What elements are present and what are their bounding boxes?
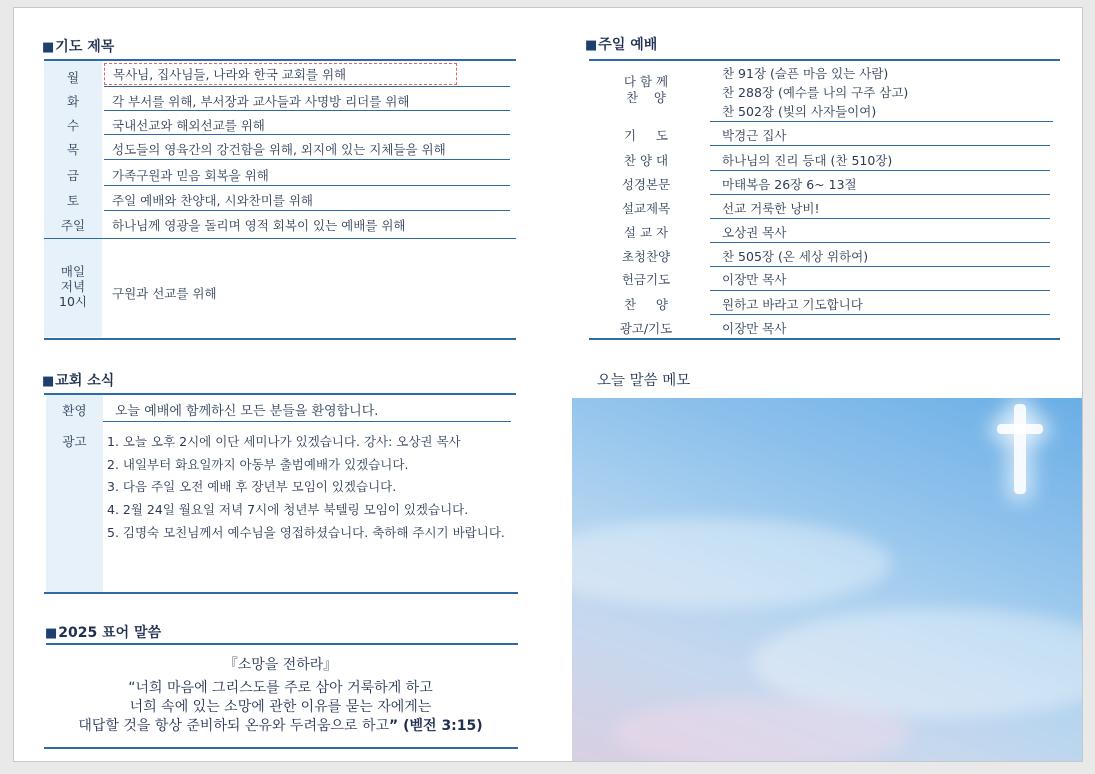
welcome-label: 환영 — [62, 403, 87, 418]
prayer-section-title — [42, 36, 114, 56]
prayer-item-mon[interactable]: 목사님, 집사님들, 나라와 한국 교회를 위해 — [104, 63, 457, 85]
service-label-preacher: 설 교 자 — [623, 225, 669, 240]
service-label-announce: 광고/기도 — [619, 321, 673, 336]
service-label-praise: 찬 양 — [623, 297, 669, 312]
praise-song: 찬 288장 (예수를 나의 구주 삼고) — [722, 85, 909, 100]
prayer-item-fri: 가족구원과 믿음 회복을 위해 — [112, 168, 269, 183]
cross-icon — [1014, 404, 1026, 494]
service-label-offering: 헌금기도 — [621, 272, 671, 287]
prayer-item-wed: 국내선교와 해외선교를 위해 — [112, 118, 265, 133]
praise-label-line: 다 함 께 — [623, 74, 669, 89]
praise-label-line: 찬 양 — [625, 90, 667, 105]
day-label-mon: 월 — [66, 70, 80, 85]
service-label-invitation: 초청찬양 — [621, 249, 671, 264]
row-divider — [710, 290, 1050, 291]
service-value-choir: 하나님의 진리 등대 (찬 510장) — [722, 153, 893, 168]
cloud — [612, 698, 912, 761]
service-value-offering: 이장만 목사 — [722, 272, 787, 287]
day-label-sat: 토 — [66, 193, 80, 208]
daily-label — [44, 264, 102, 309]
row-divider — [44, 238, 516, 239]
announcement-label: 광고 — [62, 434, 87, 449]
day-label-fri: 금 — [66, 168, 80, 183]
verse-title-text: 2025 표어 말씀 — [58, 625, 162, 641]
service-value-invitation: 찬 505장 (온 세상 위하여) — [722, 249, 869, 264]
day-label-wed: 수 — [66, 118, 80, 133]
day-label-sun: 주일 — [60, 218, 86, 233]
prayer-item-sun: 하나님께 영광을 돌리며 영적 회복이 있는 예배를 위해 — [112, 218, 406, 233]
row-divider — [103, 421, 511, 422]
service-value-sermon-title: 선교 거룩한 낭비! — [722, 201, 820, 216]
divider — [44, 393, 516, 395]
divider — [589, 59, 1060, 61]
row-divider — [710, 314, 1050, 315]
prayer-item-sat: 주일 예배와 찬양대, 시와찬미를 위해 — [112, 193, 313, 208]
row-divider — [104, 110, 510, 111]
praise-song: 찬 91장 (슬픈 마음 있는 사람) — [722, 66, 889, 81]
prayer-title-text: 기도 제목 — [55, 39, 115, 55]
row-divider — [104, 86, 510, 87]
daily-label-line: 10시 — [59, 294, 87, 309]
service-title-text: 주일 예배 — [598, 37, 658, 53]
welcome-text: 오늘 예배에 함께하신 모든 분들을 환영합니다. — [115, 404, 379, 419]
row-divider — [104, 185, 510, 186]
prayer-item-thu: 성도들의 영육간의 강건함을 위해, 외지에 있는 지체들을 위해 — [112, 142, 446, 157]
daily-label-line: 저녁 — [60, 279, 86, 294]
prayer-item-tue: 각 부서를 위해, 부서장과 교사들과 사명방 리더를 위해 — [112, 94, 410, 109]
praise-songs — [722, 64, 908, 121]
verse-line: 너희 속에 있는 소망에 관한 이유를 묻는 자에게는 — [129, 699, 432, 715]
square-bullet-icon: ■ — [42, 374, 55, 389]
service-label-choir: 찬 양 대 — [623, 153, 669, 168]
announcement-item: 2. 내일부터 화요일까지 아동부 출범예배가 있겠습니다. — [107, 457, 409, 472]
service-label-prayer: 기 도 — [623, 128, 669, 143]
news-section-title — [42, 370, 114, 390]
service-section-title — [585, 34, 657, 54]
service-value-preacher: 오상권 목사 — [722, 225, 787, 240]
divider — [44, 592, 518, 594]
news-title-text: 교회 소식 — [55, 373, 115, 389]
day-label-tue: 화 — [66, 94, 80, 109]
praise-label — [600, 74, 692, 106]
announcement-item: 4. 2월 24일 월요일 저녁 7시에 청년부 북텔링 모임이 있겠습니다. — [107, 502, 469, 517]
row-divider — [104, 210, 510, 211]
verse-reference: ” (벧전 3:15) — [389, 718, 483, 734]
day-label-thu: 목 — [66, 142, 80, 157]
row-divider — [710, 145, 1050, 146]
square-bullet-icon: ■ — [585, 38, 598, 53]
service-value-announce: 이장만 목사 — [722, 321, 787, 336]
announcement-item: 1. 오늘 오후 2시에 이단 세미나가 있겠습니다. 강사: 오상권 목사 — [107, 434, 461, 449]
cross-icon — [997, 424, 1043, 434]
verse-line: “너희 마음에 그리스도를 주로 삼아 거룩하게 하고 — [128, 680, 433, 696]
label-column — [46, 395, 103, 592]
row-divider — [710, 121, 1053, 122]
divider — [44, 747, 518, 749]
daily-label-line: 매일 — [60, 264, 86, 279]
row-divider — [710, 242, 1050, 243]
divider — [46, 643, 518, 645]
cloud — [572, 518, 892, 608]
memo-title: 오늘 말씀 메모 — [597, 373, 691, 389]
square-bullet-icon: ■ — [42, 40, 55, 55]
service-value-praise: 원하고 바라고 기도합니다 — [722, 297, 863, 312]
divider — [44, 59, 516, 61]
row-divider — [104, 159, 510, 160]
divider — [44, 338, 516, 340]
service-value-prayer: 박경근 집사 — [722, 128, 787, 143]
verse-section-title — [45, 622, 161, 642]
service-label-sermon-title: 설교제목 — [621, 201, 671, 216]
cross-sky-image — [572, 398, 1082, 761]
divider — [589, 338, 1060, 340]
row-divider — [104, 134, 510, 135]
service-label-scripture: 성경본문 — [621, 177, 671, 192]
service-value-scripture: 마태복음 26장 6~ 13절 — [722, 177, 857, 192]
row-divider — [710, 218, 1050, 219]
praise-song: 찬 502장 (빛의 사자들이여) — [722, 104, 877, 119]
row-divider — [710, 170, 1050, 171]
row-divider — [710, 266, 1050, 267]
verse-line: 대답할 것을 항상 준비하되 온유와 두려움으로 하고 — [78, 718, 390, 734]
square-bullet-icon: ■ — [45, 626, 58, 641]
verse-heading: 『소망을 전하라』 — [223, 657, 338, 673]
announcement-item: 3. 다음 주일 오전 예배 후 장년부 모임이 있겠습니다. — [107, 479, 397, 494]
announcement-item: 5. 김명숙 모친님께서 예수님을 영접하셨습니다. 축하해 주시기 바랍니다. — [107, 525, 505, 540]
verse-line-with-ref — [44, 715, 517, 735]
prayer-item-daily: 구원과 선교를 위해 — [112, 286, 217, 301]
row-divider — [710, 194, 1050, 195]
